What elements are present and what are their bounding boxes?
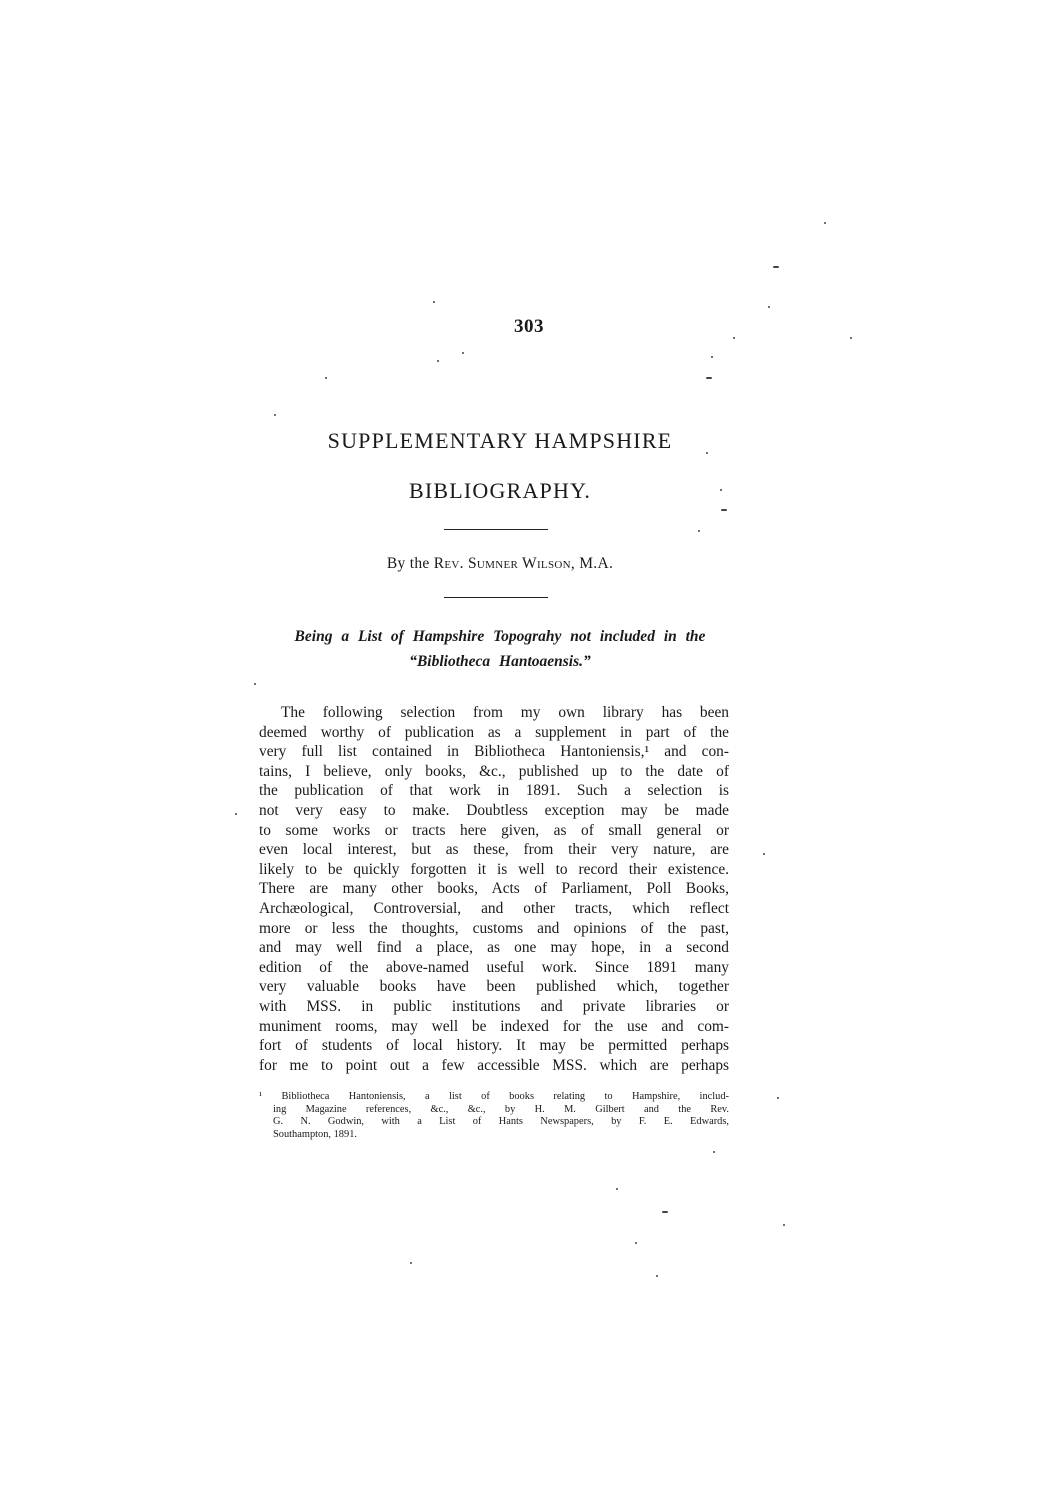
subtitle-line-1: Being a List of Hampshire Topograhy not included in the	[294, 628, 706, 645]
subtitle-line-2: “Bibliotheca Hantoaensis.”	[409, 653, 591, 670]
body-paragraph	[259, 703, 729, 1075]
scan-speck	[733, 337, 735, 339]
body-line: deemed worthy of publication as a supplement in part of the	[259, 723, 729, 741]
byline	[0, 555, 1000, 573]
body-line: the publication of that work in 1891. Such a selection is	[259, 782, 729, 800]
body-line: fort of students of local history. It may be permitted perhaps	[259, 1037, 729, 1055]
scan-speck	[254, 683, 256, 685]
body-line: muniment rooms, may well be indexed for the use and com-	[259, 1017, 729, 1035]
byline-degree: M.A.	[579, 555, 614, 572]
byline-prefix: By the	[386, 555, 430, 572]
footnote	[259, 1091, 729, 1141]
title-line-2: BIBLIOGRAPHY.	[408, 478, 592, 503]
scan-speck	[662, 1211, 668, 1213]
body-line: with MSS. in public institutions and private libraries or	[259, 997, 729, 1015]
footnote-line: ing Magazine references, &c., &c., by H. M. Gilbert and the Rev.	[273, 1103, 729, 1115]
divider-rule-bottom	[444, 597, 548, 598]
body-line: very valuable books have been published which, together	[259, 978, 729, 996]
scan-speck	[720, 489, 722, 491]
scan-speck	[783, 1224, 785, 1226]
body-line: and may well find a place, as one may hope, in a second	[259, 939, 729, 957]
scan-speck	[235, 813, 237, 815]
scan-speck	[850, 337, 852, 339]
scan-speck	[711, 356, 713, 358]
footnote-line: Southampton, 1891.	[273, 1128, 357, 1140]
scan-speck	[763, 853, 765, 855]
footnote-line: G. N. Godwin, with a List of Hants Newspapers, by F. E. Edwards,	[273, 1116, 729, 1128]
body-line: likely to be quickly forgotten it is well to record their existence.	[259, 860, 729, 878]
scan-speck	[433, 301, 435, 303]
body-line: There are many other books, Acts of Parliament, Poll Books,	[259, 880, 729, 898]
body-line: very full list contained in Bibliotheca Hantoniensis,¹ and con-	[259, 743, 729, 761]
scan-speck	[706, 377, 712, 379]
scan-speck	[462, 352, 464, 354]
body-line: edition of the above-named useful work. Since 1891 many	[259, 958, 729, 976]
body-line: more or less the thoughts, customs and opinions of the past,	[259, 919, 729, 937]
scan-speck	[768, 306, 770, 308]
body-line: even local interest, but as these, from their very nature, are	[259, 841, 729, 859]
scan-speck	[635, 1242, 637, 1244]
body-line: tains, I believe, only books, &c., published up to the date of	[259, 762, 729, 780]
scan-speck	[824, 222, 826, 224]
body-line: to some works or tracts here given, as of small general or	[259, 821, 729, 839]
scan-speck	[437, 360, 439, 362]
scan-speck	[274, 414, 276, 416]
scan-speck	[410, 1262, 412, 1264]
scan-speck	[721, 509, 727, 511]
body-line: not very easy to make. Doubtless exception may be made	[259, 801, 729, 819]
scan-speck	[706, 452, 708, 454]
scan-speck	[325, 377, 327, 379]
body-line: for me to point out a few accessible MSS. which are perhaps	[259, 1056, 729, 1074]
byline-author: Rev. Sumner Wilson,	[433, 555, 576, 572]
scan-speck	[773, 266, 779, 268]
scan-speck	[616, 1188, 618, 1190]
scan-speck	[777, 1097, 779, 1099]
body-line: Archæological, Controversial, and other tracts, which reflect	[259, 899, 729, 917]
footnote-line: ¹ Bibliotheca Hantoniensis, a list of books relating to Hampshire, includ-	[259, 1091, 729, 1102]
scan-speck	[656, 1275, 658, 1277]
divider-rule-top	[444, 529, 548, 530]
title-line-1: SUPPLEMENTARY HAMPSHIRE	[327, 428, 673, 453]
scan-speck	[713, 1151, 715, 1153]
scan-speck	[698, 530, 700, 532]
page-number: 303	[514, 316, 544, 337]
body-line: The following selection from my own library has been	[281, 704, 729, 721]
